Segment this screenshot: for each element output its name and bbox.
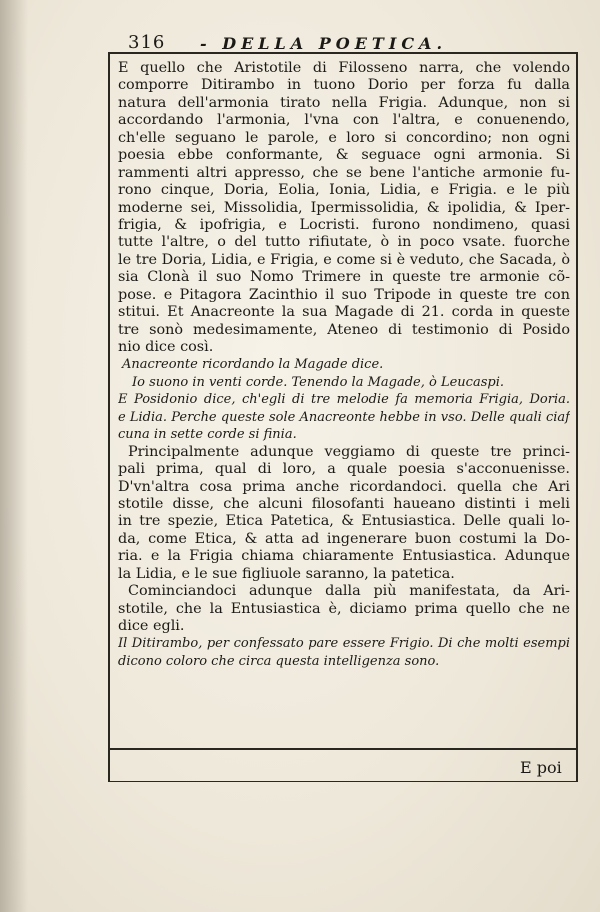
text-line: E quello che Aristotile di Filosseno narra, che volendo xyxy=(118,60,570,76)
text-line: la Lidia, e le sue figliuole saranno, la patetica. xyxy=(118,565,455,582)
catchword: E poi xyxy=(520,758,562,777)
text-line: poesia ebbe conformante, & seguace ogni armonia. Si xyxy=(118,147,570,164)
text-line: dice egli. xyxy=(118,618,185,634)
text-line: Io suono in venti corde. Tenendo la Magade, ò Leucaspi. xyxy=(132,374,504,390)
text-line: cuna in sette corde si finia. xyxy=(118,427,297,443)
text-line: E Posidonio dice, ch'egli di tre melodie fa memoria Frigia, Doria. xyxy=(118,392,570,408)
text-line: Il Ditirambo, per confessato pare essere Frigio. Di che molti esempi xyxy=(118,636,570,652)
paragraph-3 xyxy=(118,444,570,636)
text-line: rammenti altri appresso, che se bene l'antiche armonie fu- xyxy=(118,164,570,181)
page-number: 316 xyxy=(128,32,166,53)
text-line: frigia, & ipofrigia, e Locristi. furono nondimeno, quasi xyxy=(118,216,570,233)
page-header xyxy=(108,32,578,54)
text-line: rono cinque, Doria, Eolia, Ionia, Lidia, e Frigia. e le più xyxy=(118,182,570,199)
text-line: Principalmente adunque veggiamo di queste tre princi- xyxy=(128,443,570,460)
text-line: e Lidia. Perche queste sole Anacreonte hebbe in vso. Delle quali ciaf xyxy=(118,409,570,425)
quotation-1 xyxy=(118,356,570,391)
text-line: stotile, che la Entusiastica è, diciamo prima quello che ne xyxy=(118,600,570,617)
text-line: accordando l'armonia, l'vna con l'altra, e conuenendo, xyxy=(118,112,570,129)
text-line: stitui. Et Anacreonte la sua Magade di 21. corda in queste xyxy=(118,304,570,321)
text-line: natura dell'armonia tirato nella Frigia. Adunque, non si xyxy=(118,94,570,111)
text-line: Anacreonte ricordando la Magade dice. xyxy=(122,357,384,373)
gutter-shadow xyxy=(0,0,28,912)
text-line: tutte l'altre, o del tutto rifiutate, ò in poco vsate. fuorche xyxy=(118,234,570,251)
text-line: sia Clonà il suo Nomo Trimere in queste tre armonie cõ- xyxy=(118,269,570,286)
text-line: moderne sei, Missolidia, Ipermissolidia, & ipolidia, & Iper- xyxy=(118,199,570,216)
text-line: comporre Ditirambo in tuono Dorio per forza fu dalla xyxy=(118,77,570,94)
text-line: le tre Doria, Lidia, e Frigia, e come si è veduto, che Sacada, ò xyxy=(118,251,570,268)
text-line: stotile disse, che alcuni filosofanti haueano distinti i meli xyxy=(118,495,570,512)
paragraph-1 xyxy=(118,60,570,356)
body-text xyxy=(118,60,570,670)
quotation-2 xyxy=(118,635,570,670)
running-title: - DELLA POETICA. xyxy=(200,34,448,53)
text-line: ch'elle seguano le parole, e loro si concordino; non ogni xyxy=(118,129,570,146)
paragraph-2 xyxy=(118,391,570,443)
text-line: D'vn'altra cosa prima anche ricordandoci. quella che Ari xyxy=(118,478,570,495)
text-line: nio dice così. xyxy=(118,339,214,355)
text-line: tre sonò medesimamente, Ateneo di testimonio di Posido xyxy=(118,321,570,338)
text-line: da, come Etica, & atta ad ingenerare buon costumi la Do- xyxy=(118,530,570,547)
text-line: pali prima, qual di loro, a quale poesia s'acconuenisse. xyxy=(118,461,570,478)
text-line: in tre spezie, Etica Patetica, & Entusiastica. Delle quali lo- xyxy=(118,513,570,530)
text-line: Cominciandoci adunque dalla più manifestata, da Ari- xyxy=(128,583,570,600)
text-line: pose. e Pitagora Zacinthio il suo Tripode in queste tre con xyxy=(118,286,570,303)
frame-bottom-rule xyxy=(108,748,578,782)
text-line: ria. e la Frigia chiama chiaramente Entusiastica. Adunque xyxy=(118,548,570,565)
text-line: dicono coloro che circa questa intelligenza sono. xyxy=(118,653,440,669)
